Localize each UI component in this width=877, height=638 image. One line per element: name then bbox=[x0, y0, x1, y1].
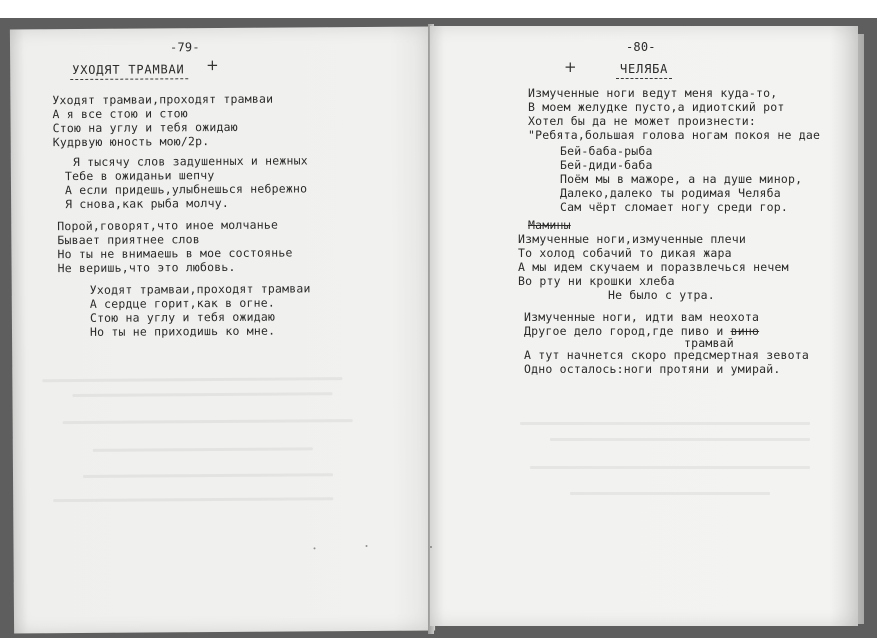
paper-speck bbox=[430, 546, 432, 548]
poem-line: Измученные ноги ведут меня куда-то, bbox=[528, 86, 778, 100]
title-underline bbox=[616, 78, 672, 79]
plus-mark-icon: + bbox=[206, 56, 219, 75]
bleed-through bbox=[530, 466, 810, 469]
poem-line: Кудрвую юность мою/2р. bbox=[52, 134, 210, 150]
refrain-line: Бей-баба-рыба bbox=[560, 144, 653, 158]
poem-line: Уходят трамваи,проходят трамваи bbox=[89, 281, 311, 297]
poem-line: Я снова,как рыба молчу. bbox=[65, 195, 230, 212]
poem-line-text: Другое дело город,где пиво и bbox=[524, 324, 731, 338]
page-number: -80- bbox=[626, 40, 656, 54]
struck-word: вино bbox=[730, 324, 760, 338]
bleed-through bbox=[550, 438, 810, 441]
poem-title: УХОДЯТ ТРАМВАИ bbox=[72, 62, 185, 78]
bleed-through bbox=[570, 492, 770, 495]
bleed-through bbox=[520, 422, 810, 425]
poem-line: Стою на углу и тебя ожидаю bbox=[89, 309, 276, 325]
poem-line: Во рту ни крошки хлеба bbox=[518, 274, 675, 288]
struck-word: Мамины bbox=[528, 218, 571, 232]
poem-line: Измученные ноги,измученные плечи bbox=[518, 232, 746, 246]
poem-line: Не веришь,что это любовь. bbox=[57, 259, 236, 276]
poem-line: Бывает приятнее слов bbox=[57, 232, 200, 248]
poem-line: То холод собачий то дикая жара bbox=[518, 246, 732, 260]
poem-line: Но ты не приходишь ко мне. bbox=[89, 323, 276, 339]
bleed-through bbox=[83, 473, 333, 478]
poem-line: Уходят трамваи,проходят трамваи bbox=[52, 91, 274, 108]
refrain-line: Поём мы в мажоре, а на душе минор, bbox=[560, 172, 803, 186]
refrain-line: Бей-диди-баба bbox=[560, 158, 653, 172]
page-number: -79- bbox=[169, 40, 200, 55]
poem-line: Но ты не внимаешь в мое состоянье bbox=[57, 245, 293, 262]
paper-speck bbox=[366, 545, 368, 547]
poem-line: Порой,говорят,что иное молчанье bbox=[57, 217, 279, 234]
poem-line: А сердце горит,как в огне. bbox=[89, 295, 276, 311]
refrain-line: Сам чёрт сломает ногу среди гор. bbox=[560, 200, 788, 214]
poem-line: Измученные ноги, идти вам неохота bbox=[524, 310, 760, 324]
poem-line: А я все стою и стою bbox=[52, 106, 188, 122]
poem-line: В моем желудке пусто,а идиотский рот bbox=[528, 100, 785, 114]
right-page bbox=[430, 26, 858, 626]
plus-mark-icon: + bbox=[564, 58, 577, 76]
bleed-through bbox=[63, 419, 353, 424]
bleed-through bbox=[72, 392, 332, 397]
poem-line: Хотел бы да не может произнести: bbox=[528, 114, 756, 128]
poem-line: Тебе в ожиданьи шепчу bbox=[64, 168, 215, 184]
poem-line: Я тысячу слов задушенных и нежных bbox=[72, 153, 308, 170]
poem-title: ЧЕЛЯБА bbox=[620, 62, 669, 76]
poem-line: трамвай bbox=[684, 336, 734, 350]
bleed-through bbox=[53, 497, 333, 502]
bleed-through bbox=[93, 447, 313, 452]
paper-speck bbox=[314, 547, 316, 549]
poem-line: А тут начнется скоро предсмертная зевота bbox=[524, 348, 809, 362]
title-underline bbox=[70, 78, 188, 80]
poem-line: А если придешь,улыбнешься небрежно bbox=[64, 181, 308, 198]
poem-line: Не было с утра. bbox=[608, 288, 715, 302]
poem-line: Одно осталось:ноги протяни и умирай. bbox=[524, 362, 781, 376]
poem-line: "Ребята,большая голова ногам покоя не дае bbox=[528, 128, 821, 142]
refrain-line: Далеко,далеко ты родимая Челяба bbox=[560, 186, 781, 200]
poem-line: А мы идем скучаем и поразвлечься нечем bbox=[518, 260, 789, 274]
left-page bbox=[10, 27, 435, 634]
bleed-through bbox=[42, 377, 342, 382]
poem-line: Стою на углу и тебя ожидаю bbox=[52, 119, 238, 136]
